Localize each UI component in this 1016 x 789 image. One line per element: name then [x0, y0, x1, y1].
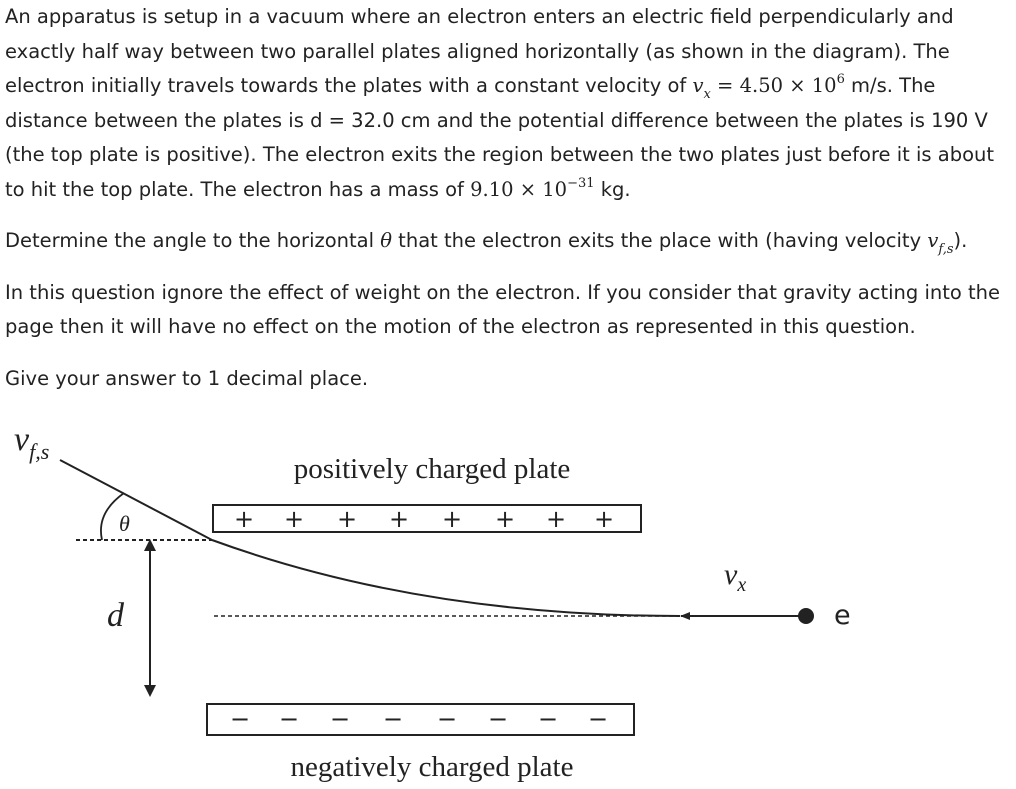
electron-trajectory [212, 540, 680, 616]
vfs-label: $v_{f,s}$ [14, 421, 50, 464]
plus-signs [234, 505, 614, 533]
question-paragraph-precision: Give your answer to 1 decimal place. [5, 366, 369, 390]
exit-velocity-line [60, 460, 212, 540]
plus-sign-5: + [441, 505, 463, 533]
plus-sign-7: + [545, 505, 567, 533]
theta-symbol: θ [380, 229, 392, 252]
plus-sign-2: + [283, 505, 305, 533]
plus-sign-3: + [336, 505, 358, 533]
minus-sign-4: − [382, 705, 404, 733]
d-arrow-down [144, 685, 156, 697]
setup-text-b: m/s. The distance between the plates is d = 32.0 cm and the potential difference between the plates is 190 V (the top plate is positive). The electron exits the region between the two plates just before it is about to hit the top plate. The electron has a mass of [5, 74, 995, 201]
bottom-plate-label: negatively charged plate [290, 751, 574, 783]
setup-text-a: An apparatus is setup in a vacuum where an electron enters an electric field perpendicularly and exactly half way between two parallel plates aligned horizontally (as shown in the diagram). The electron initially travels towards the plates with a constant velocity of [5, 5, 954, 97]
electron-dot [798, 608, 814, 624]
minus-sign-5: − [436, 705, 458, 733]
electron-label: e [834, 600, 851, 631]
d-label: d [107, 597, 124, 634]
question-paragraph-gravity-note: In this question ignore the effect of weight on the electron. If you consider that gravity acting into the page then it will have no effect on the motion of the electron as represented in this question. [5, 280, 1001, 338]
minus-sign-7: − [537, 705, 559, 733]
minus-sign-3: − [329, 705, 351, 733]
vfs-symbol: v [927, 229, 939, 252]
theta-label: θ [119, 511, 130, 536]
vx-label: $v_x$ [724, 558, 747, 596]
plus-sign-1: + [233, 505, 255, 533]
vfs-subscript: f,s [938, 242, 954, 257]
mass-exponent: −31 [567, 175, 595, 191]
task-text-a: Determine the angle to the horizontal [5, 229, 381, 252]
mass-value: 9.10 × 10 [470, 177, 568, 201]
minus-signs [230, 705, 608, 733]
vx-exponent: 6 [836, 72, 845, 87]
task-text-b: that the electron exits the place with (having velocity [391, 229, 928, 252]
vx-symbol: v [692, 74, 704, 97]
negative-plate [207, 704, 634, 735]
minus-sign-1: − [229, 705, 251, 733]
minus-sign-8: − [587, 705, 609, 733]
vx-subscript: x [703, 87, 711, 102]
positive-plate [213, 505, 641, 532]
plus-sign-6: + [494, 505, 516, 533]
task-text-c: ). [953, 229, 968, 252]
plus-sign-4: + [388, 505, 410, 533]
minus-sign-2: − [278, 705, 300, 733]
minus-sign-6: − [487, 705, 509, 733]
mass-unit: kg. [594, 177, 631, 201]
vx-equation: = 4.50 × 10 [710, 74, 837, 97]
top-plate-label: positively charged plate [293, 453, 571, 485]
plus-sign-8: + [593, 505, 615, 533]
